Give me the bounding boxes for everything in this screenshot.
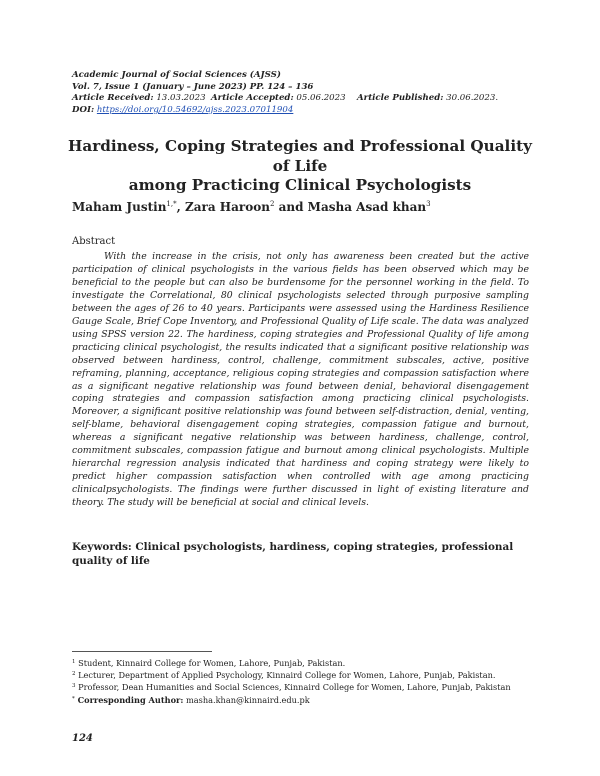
footnote-item bbox=[72, 681, 542, 693]
published-group bbox=[357, 93, 498, 105]
footnotes bbox=[72, 657, 542, 706]
volume-info: Vol. 7, Issue 1 (January – June 2023) PP. 124 – 136 bbox=[72, 81, 314, 92]
author-name: Zara Haroon bbox=[184, 200, 270, 214]
author-marker: 3 bbox=[426, 200, 431, 208]
accepted-label: Article Accepted: bbox=[211, 93, 294, 103]
corresponding-author bbox=[72, 694, 542, 706]
footnote-text: Professor, Dean Humanities and Social Sciences, Kinnaird College for Women, Lahore, Punjab, Pakistan bbox=[75, 682, 511, 693]
author-marker: 1,* bbox=[166, 200, 177, 208]
doi-line bbox=[72, 105, 542, 117]
keywords: Keywords: Clinical psychologists, hardiness, coping strategies, professional quality of life bbox=[72, 541, 514, 567]
published-date: 30.06.2023. bbox=[446, 93, 499, 103]
author-name: Maham Justin bbox=[72, 200, 167, 214]
footnote-text: Student, Kinnaird College for Women, Lahore, Punjab, Pakistan. bbox=[75, 658, 346, 668]
author-separator: , bbox=[176, 200, 185, 214]
footnote-marker: 3 bbox=[72, 683, 76, 690]
footnote-marker: * bbox=[72, 695, 75, 702]
doi-label: DOI: bbox=[72, 104, 95, 115]
abstract-body: With the increase in the crisis, not only has awareness been created but the active participation of clinical psychologists in the various fields has been observed which may be beneficial to the people but can also be burdensome for the personnel working in the field. To investigate the Correlational, 80 clinical psychologists selected through purposive sampling between the ages of 26 to 40 years. Participants were assessed using the Hardiness Resilience Gauge Scale, Brief Cope Inventory, and Professional Quality of Life scale. The data was analyzed using SPSS version 22. The hardiness, coping strategies and Professional Quality of life among practicing clinical psychologist, the results indicated that a significant positive relationship was observed between hardiness, control, challenge, commitment subscales, active, positive reframing, planning, acceptance, religious coping strategies and compassion satisfaction where as a significant negative relationship was found between denial, behavioral disengagement coping strategies and compassion satisfaction among practicing clinical psychologists. Moreover, a significant positive relationship was found between self-distraction, denial, venting, self-blame, behavioral disengagement coping strategies, compassion fatigue and burnout, whereas a significant negative relationship was between hardiness, challenge, control, commitment subscales, compassion fatigue and burnout among clinical psychologists. Multiple hierarchal regression analysis indicated that hardiness and coping strategy were likely to predict higher compassion satisfaction when controlled with age among practicing clinicalpsychologists. The findings were further discussed in light of existing literature and theory. The study will be beneficial at social and clinical levels. bbox=[72, 251, 529, 509]
author-marker: 2 bbox=[269, 200, 275, 208]
title-line-2: among Practicing Clinical Psychologists bbox=[128, 176, 472, 194]
author-separator: and bbox=[274, 200, 308, 214]
journal-name: Academic Journal of Social Sciences (AJSS) bbox=[72, 70, 281, 80]
footnote-marker: 2 bbox=[72, 671, 76, 678]
abstract-heading: Abstract bbox=[72, 236, 116, 247]
page-number: 124 bbox=[72, 733, 93, 744]
accepted-group bbox=[211, 93, 357, 105]
footnote-item bbox=[72, 657, 542, 669]
author-list bbox=[72, 200, 542, 214]
received-label: Article Received: bbox=[72, 93, 154, 103]
received-group bbox=[72, 93, 211, 105]
accepted-date: 05.06.2023 bbox=[296, 93, 346, 103]
paper-title bbox=[60, 137, 540, 196]
journal-name-line bbox=[72, 70, 542, 82]
footnote-item bbox=[72, 669, 542, 681]
author-name: Masha Asad khan bbox=[307, 200, 427, 214]
footnote-marker: 1 bbox=[72, 659, 76, 665]
footnote-text: Lecturer, Department of Applied Psychology, Kinnaird College for Women, Lahore, Punjab, Pakistan. bbox=[75, 670, 496, 681]
dates-line bbox=[72, 93, 542, 105]
published-label: Article Published: bbox=[357, 93, 444, 103]
corresponding-email[interactable]: masha.khan@kinnaird.edu.pk bbox=[183, 694, 310, 705]
corresponding-label: Corresponding Author: bbox=[74, 694, 184, 705]
title-line-1: Hardiness, Coping Strategies and Professional Quality of Life bbox=[68, 137, 532, 175]
doi-link[interactable]: https://doi.org/10.54692/ajss.2023.07011904 bbox=[96, 104, 294, 115]
volume-line bbox=[72, 82, 542, 94]
received-date: 13.03.2023 bbox=[156, 93, 206, 103]
footnote-divider bbox=[72, 651, 212, 652]
journal-header bbox=[72, 70, 542, 116]
